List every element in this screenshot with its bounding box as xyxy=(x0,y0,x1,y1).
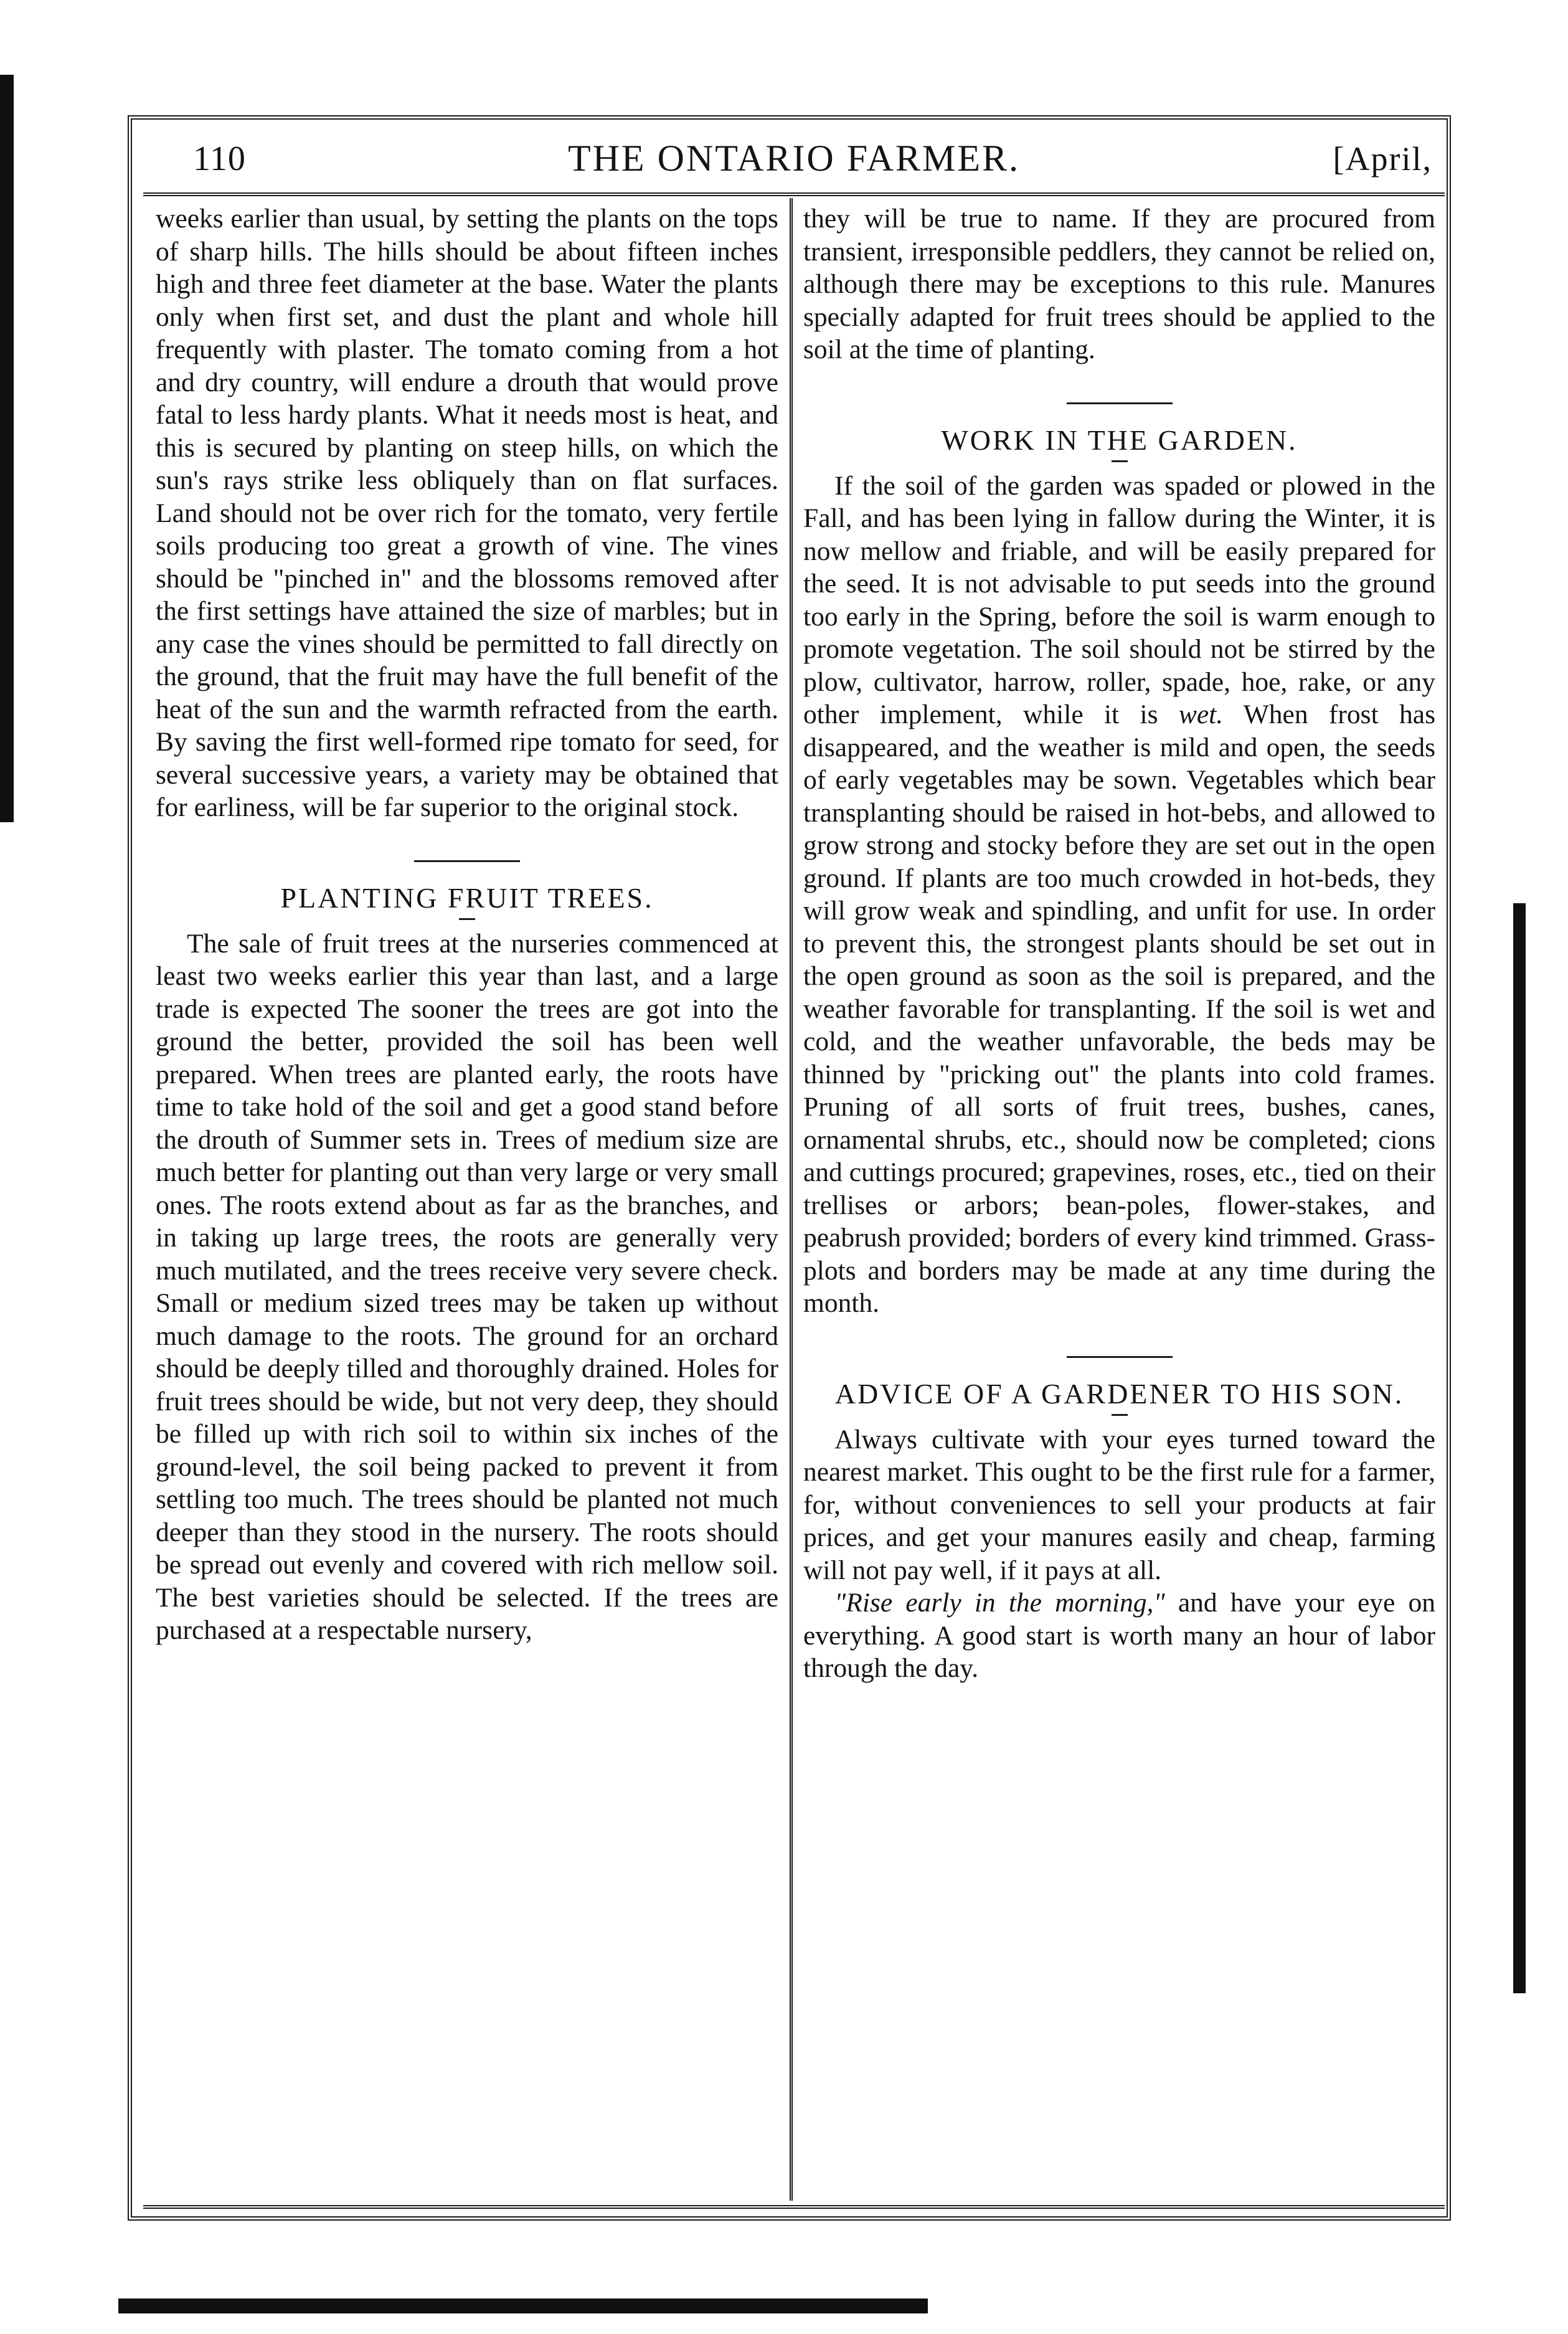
bottom-border xyxy=(143,2205,1445,2209)
quote-text: and have your eye on everything. A good start is worth many an hour of labor through the day. xyxy=(803,1588,1435,1683)
advice-heading: ADVICE OF A GARDENER TO HIS SON. xyxy=(834,1377,1404,1410)
issue-month: [April, xyxy=(1333,140,1432,178)
page-number: 110 xyxy=(193,139,246,178)
right-column xyxy=(803,202,1435,2208)
tomato-article-continuation: weeks earlier than usual, by setting the plants on the tops of sharp hills. The hills should be about fifteen inches high and three feet diameter at the base. Water the plants only when first set, and dust the plant and whole hill frequently with plaster. The tomato coming from a hot and dry country, will endure a drouth that would prove fatal to less hardy plants. What it needs most is heat, and this is secured by planting on steep hills, on which the sun's rays strike less obliquely than on flat surfaces. Land should not be over rich for the tomato, very fertile soils producing too great a growth of vine. The vines should be "pinched in" and the blossoms removed after the first settings have attained the size of marbles; but in any case the vines should be permitted to fall directly on the ground, that the fruit may have the full benefit of the heat of the sun and the warmth refracted from the earth. By saving the first well-formed ripe tomato for seed, for several successive years, a variety may be obtained that for earliness, will be far superior to the original stock. xyxy=(156,204,778,822)
masthead-title: THE ONTARIO FARMER. xyxy=(567,138,1021,179)
title-dash xyxy=(1112,460,1128,462)
advice-text: Always cultivate with your eyes turned toward the nearest market. This ought to be the first rule for a farmer, for, without conveniences to sell your products at fair prices, and get your manures easily and cheap, farming will not pay well, if it pays at all. xyxy=(803,1424,1435,1585)
garden-text-part-b: When frost has disappeared, and the weather is mild and open, the seeds of early vegetables may be sown. Vegetables which bear transplanting should be raised in hot-bebs, and allowed to grow strong and stocky before they are set out in the open ground. If plants are too much crowded in hot-beds, they will grow weak and spindling, and unfit for use. In order to prevent this, the strongest plants should be set out in the open ground as soon as the soil is prepared, and the weather favorable for transplanting. If the soil is wet and cold, and the weather unfavorable, the beds may be thinned by "pricking out" the plants into cold frames. Pruning of all sorts of fruit trees, bushes, canes, ornamental shrubs, etc., should now be completed; cions and cuttings procured; grapevines, roses, etc., tied on their trellises or arbors; bean-poles, flower-stakes, and peabrush provided; borders of every kind trimmed. Grass-plots and borders may be made at any time during the month. xyxy=(803,700,1435,1318)
fruit-trees-continuation: they will be true to name. If they are procured from transient, irresponsible peddlers, they cannot be relied on, although there may be exceptions to this rule. Manures specially adapted for fruit trees should be applied to the soil at the time of planting. xyxy=(803,204,1435,364)
left-column xyxy=(156,202,778,2208)
advice-quote-paragraph xyxy=(803,1587,1435,1685)
work-in-garden-heading: WORK IN THE GARDEN. xyxy=(941,424,1298,456)
section-divider xyxy=(1067,402,1173,404)
garden-text-emphasis: wet. xyxy=(1178,700,1224,729)
scan-edge-right xyxy=(1513,903,1526,1993)
section-divider xyxy=(414,860,520,862)
column-divider xyxy=(790,198,793,2201)
title-dash xyxy=(1112,1414,1128,1416)
quote-emphasis: "Rise early in the morning," xyxy=(834,1588,1165,1618)
garden-text-part-a: If the soil of the garden was spaded or plowed in the Fall, and has been lying in fallow during the Winter, it is now mellow and friable, and will be easily prepared for the seed. It is not advisable to put seeds into the ground too early in the Spring, before the soil is warm enough to promote vegetation. The soil should not be stirred by the plow, cultivator, harrow, roller, spade, hoe, rake, or any other implement, while it is xyxy=(803,470,1435,729)
section-divider xyxy=(1067,1356,1173,1358)
running-header xyxy=(143,125,1445,196)
scan-edge-bottom xyxy=(118,2298,928,2313)
scan-edge-left xyxy=(0,75,14,822)
work-in-garden-text xyxy=(803,470,1435,1320)
planting-fruit-trees-heading: PLANTING FRUIT TREES. xyxy=(280,881,654,914)
title-dash xyxy=(459,918,475,920)
planting-fruit-trees-text: The sale of fruit trees at the nurseries commenced at least two weeks earlier this year than last, and a large trade is expected The sooner the trees are got into the ground the better, provided the soil has been well prepared. When trees are planted early, the roots have time to take hold of the soil and get a good stand before the drouth of Summer sets in. Trees of medium size are much better for planting out than very large or very small ones. The roots extend about as far as the branches, and in taking up large trees, the roots are generally very much mutilated, and the trees receive very severe check. Small or medium sized trees may be taken up without much damage to the roots. The ground for an orchard should be deeply tilled and thoroughly drained. Holes for fruit trees should be wide, but not very deep, they should be filled up with rich soil to within six inches of the ground-level, the soil being packed to prevent it from settling too much. The trees should be planted not much deeper than they stood in the nursery. The roots should be spread out evenly and covered with rich mellow soil. The best varieties should be selected. If the trees are purchased at a respectable nursery, xyxy=(156,928,778,1645)
